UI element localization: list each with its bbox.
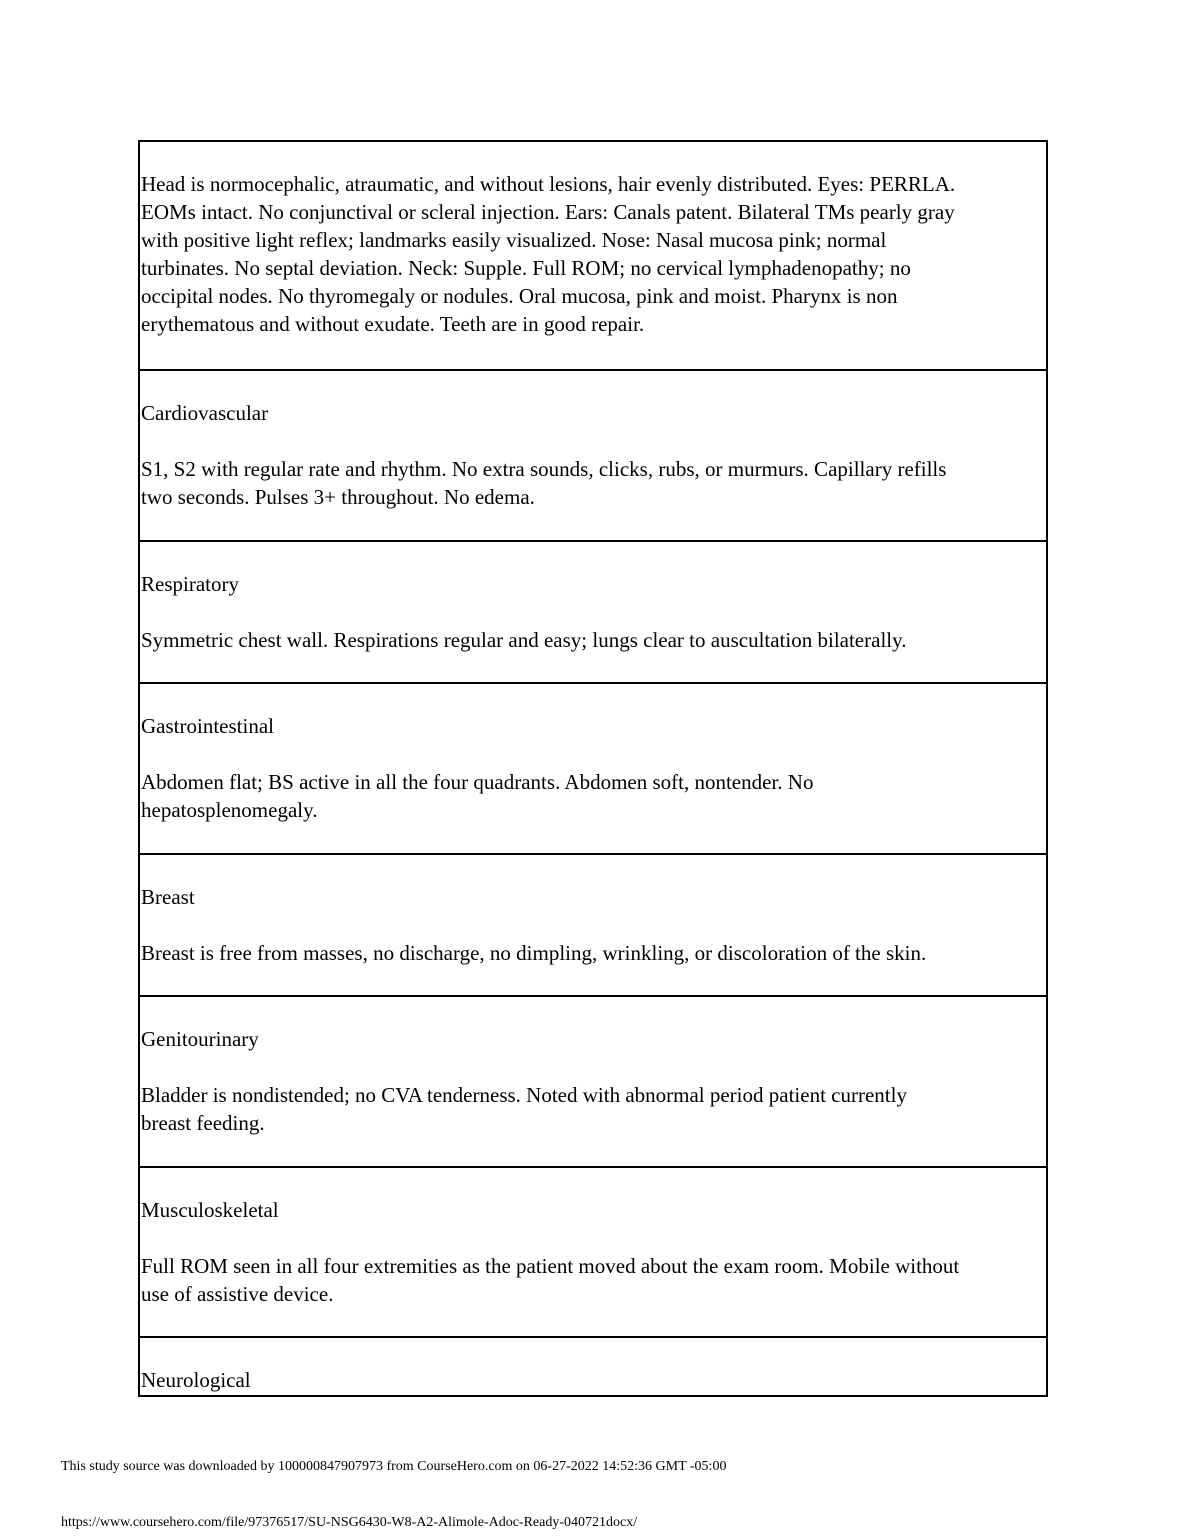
section-heading: Respiratory xyxy=(141,572,239,596)
download-notice: This study source was downloaded by 100000847907973 from CourseHero.com on 06-27-2022 14:52:36 GMT -05:00 xyxy=(61,1459,727,1474)
section-text-line: two seconds. Pulses 3+ throughout. No edema. xyxy=(141,485,535,509)
source-url: https://www.coursehero.com/file/97376517/SU-NSG6430-W8-A2-Alimole-Adoc-Ready-040721docx/ xyxy=(61,1515,638,1530)
section-heading: Gastrointestinal xyxy=(141,714,274,738)
section-text-line: breast feeding. xyxy=(141,1111,265,1135)
table-row-respiratory xyxy=(140,540,1046,682)
section-text-line: S1, S2 with regular rate and rhythm. No extra sounds, clicks, rubs, or murmurs. Capillary refills xyxy=(141,457,947,481)
section-text-line: Full ROM seen in all four extremities as the patient moved about the exam room. Mobile without xyxy=(141,1254,960,1278)
section-heading: Musculoskeletal xyxy=(141,1198,279,1222)
table-row-gastrointestinal xyxy=(140,682,1046,853)
section-text-line: Symmetric chest wall. Respirations regular and easy; lungs clear to auscultation bilaterally. xyxy=(141,628,907,652)
section-text-line: occipital nodes. No thyromegaly or nodules. Oral mucosa, pink and moist. Pharynx is non xyxy=(141,284,898,308)
section-text-line: Head is normocephalic, atraumatic, and without lesions, hair evenly distributed. Eyes: PERRLA. xyxy=(141,172,956,196)
section-text-line: hepatosplenomegaly. xyxy=(141,798,318,822)
section-text-line: use of assistive device. xyxy=(141,1282,334,1306)
section-text-line: with positive light reflex; landmarks easily visualized. Nose: Nasal mucosa pink; normal xyxy=(141,228,887,252)
section-heading: Genitourinary xyxy=(141,1027,259,1051)
physical-exam-table xyxy=(138,140,1048,1397)
table-row-neurological xyxy=(140,1336,1046,1395)
section-heading: Breast xyxy=(141,885,195,909)
section-text-line: erythematous and without exudate. Teeth are in good repair. xyxy=(141,312,645,336)
section-text-line: Abdomen flat; BS active in all the four quadrants. Abdomen soft, nontender. No xyxy=(141,770,814,794)
section-text-line: turbinates. No septal deviation. Neck: Supple. Full ROM; no cervical lymphadenopathy; no xyxy=(141,256,911,280)
section-text-line: Breast is free from masses, no discharge, no dimpling, wrinkling, or discoloration of the skin. xyxy=(141,941,927,965)
table-row-cardiovascular xyxy=(140,369,1046,540)
section-text-line: EOMs intact. No conjunctival or scleral injection. Ears: Canals patent. Bilateral TMs pearly gray xyxy=(141,200,955,224)
table-row-heent xyxy=(140,142,1046,369)
table-row-breast xyxy=(140,853,1046,995)
table-row-genitourinary xyxy=(140,995,1046,1166)
section-heading: Cardiovascular xyxy=(141,401,269,425)
section-heading: Neurological xyxy=(141,1368,251,1392)
section-text-line: Bladder is nondistended; no CVA tenderness. Noted with abnormal period patient currently xyxy=(141,1083,907,1107)
table-row-musculoskeletal xyxy=(140,1166,1046,1336)
